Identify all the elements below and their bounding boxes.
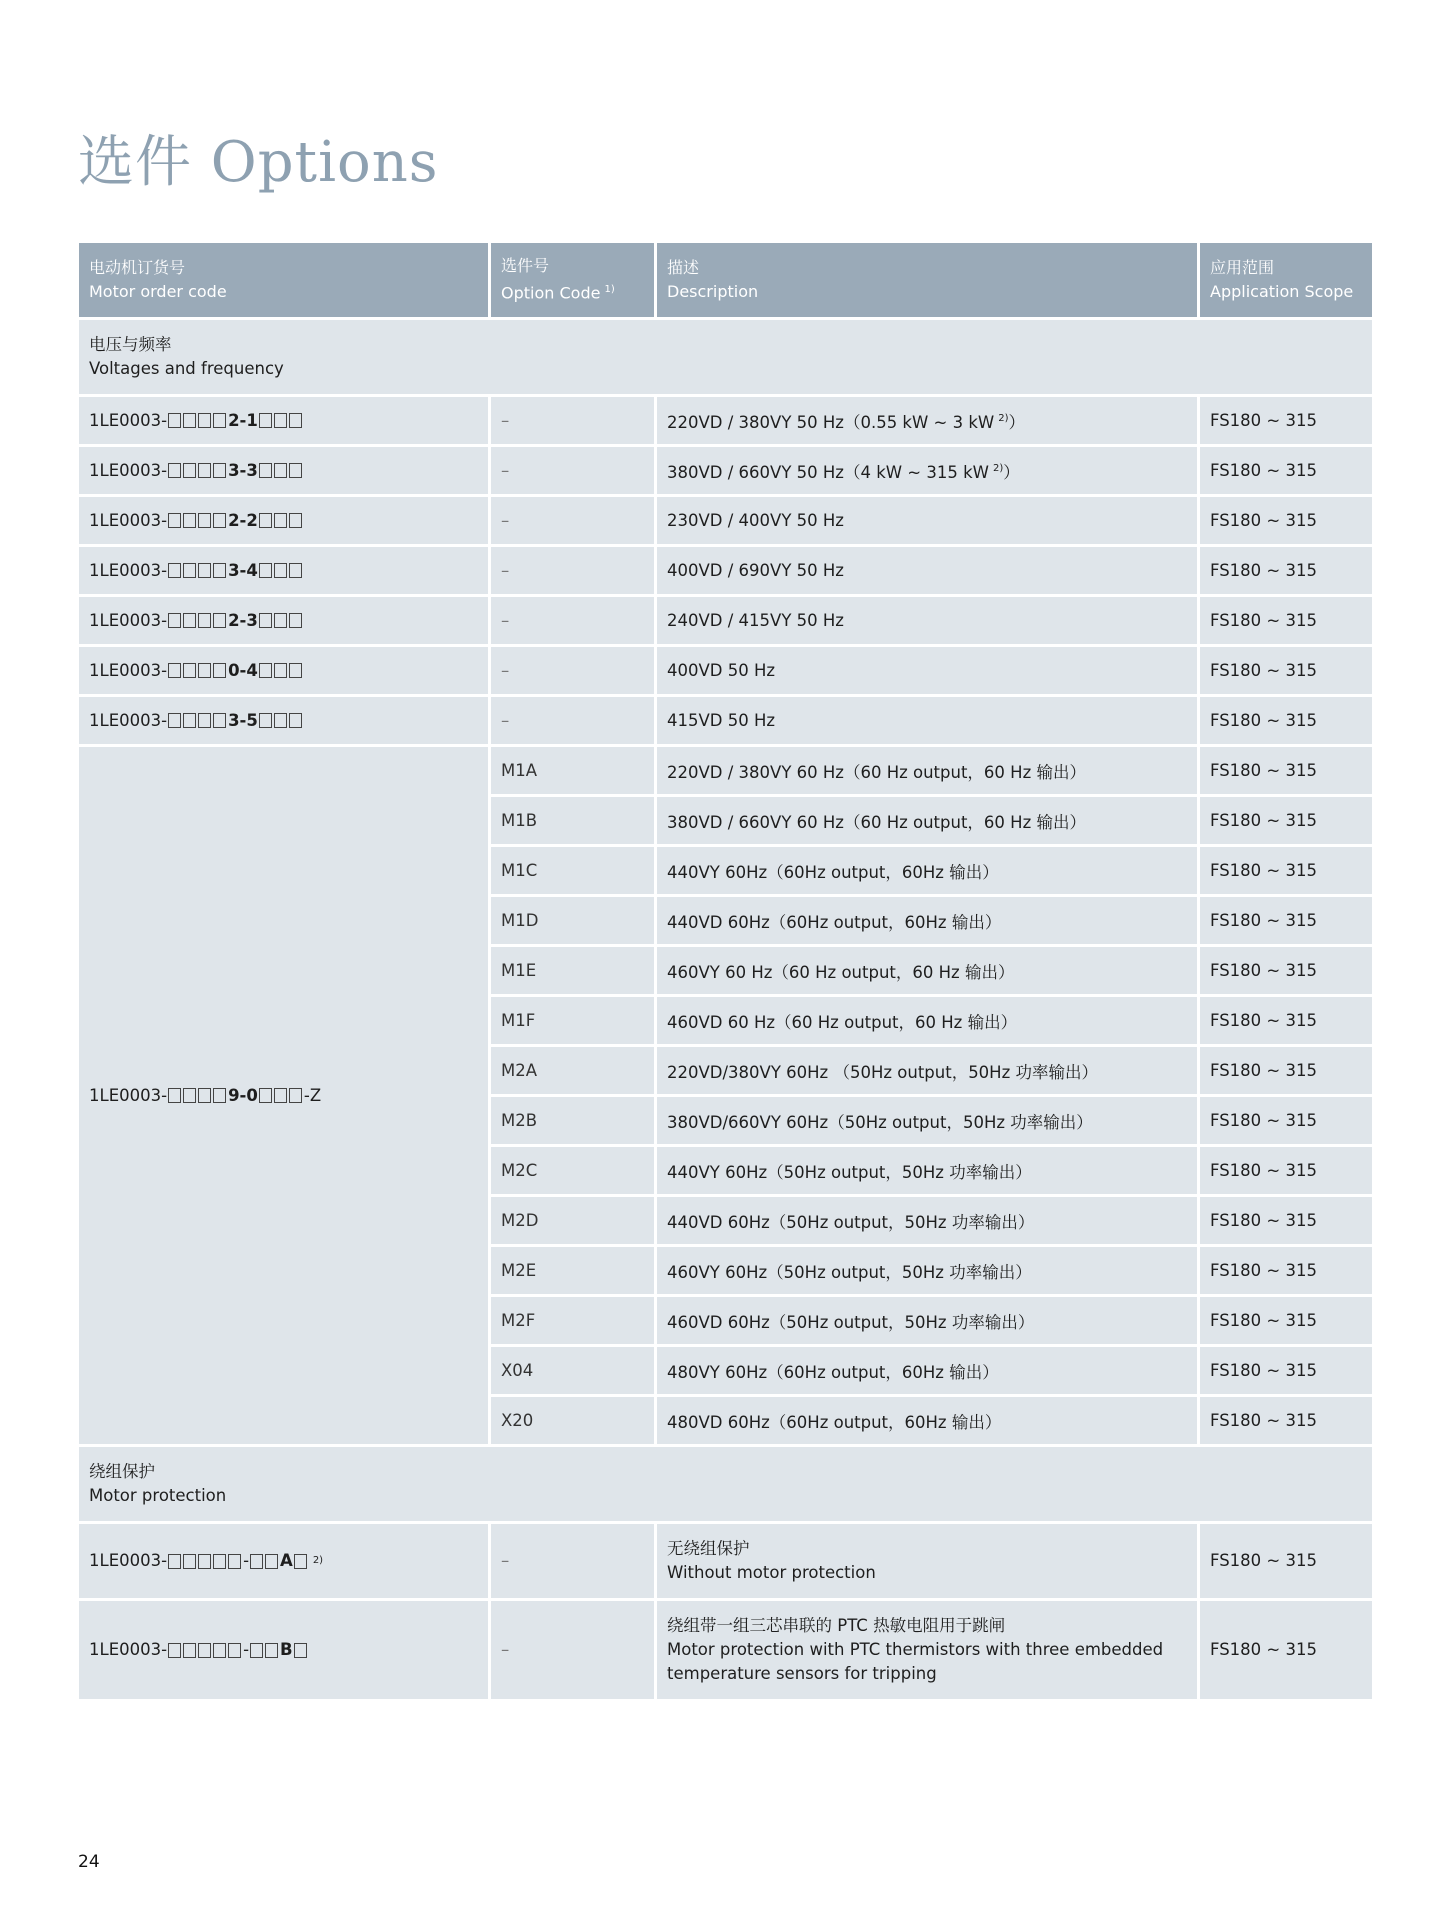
placeholder-box [213, 413, 226, 428]
placeholder-box [168, 513, 181, 528]
application-scope: FS180 ~ 315 [1199, 1346, 1374, 1396]
application-scope: FS180 ~ 315 [1199, 846, 1374, 896]
description-cell: 380VD / 660VY 50 Hz（4 kW ~ 315 kW $^{2)}$） [656, 446, 1199, 496]
order-code: 1LE0003- 3-3 [89, 461, 304, 480]
section-motor-protection [78, 1446, 1374, 1523]
placeholder-box [289, 613, 302, 628]
motor-order-code-cell [78, 1600, 490, 1701]
placeholder-box [183, 1554, 196, 1569]
code-key: 3-3 [228, 461, 258, 480]
order-code: 1LE0003- - B [89, 1638, 309, 1662]
option-code-cell: M2D [490, 1196, 656, 1246]
order-code: 1LE0003- 2-2 [89, 511, 304, 530]
option-code-cell: M1E [490, 946, 656, 996]
placeholder-box [274, 613, 287, 628]
placeholder-box [198, 713, 211, 728]
application-scope: FS180 ~ 315 [1199, 1096, 1374, 1146]
placeholder-box [198, 1554, 211, 1569]
description-cell: 480VD 60Hz（60Hz output，60Hz 输出） [656, 1396, 1199, 1446]
application-scope: FS180 ~ 315 [1199, 1396, 1374, 1446]
application-scope: FS180 ~ 315 [1199, 1146, 1374, 1196]
placeholder-box [250, 1554, 263, 1569]
application-scope: FS180 ~ 315 [1199, 646, 1374, 696]
table-row [78, 746, 1374, 796]
placeholder-box [168, 1088, 181, 1103]
placeholder-box [183, 613, 196, 628]
option-code-cell: X20 [490, 1396, 656, 1446]
application-scope: FS180 ~ 315 [1199, 1600, 1374, 1701]
option-code-cell: – [490, 546, 656, 596]
placeholder-box [265, 1554, 278, 1569]
table-row [78, 446, 1374, 496]
placeholder-box [168, 613, 181, 628]
placeholder-box [198, 413, 211, 428]
placeholder-box [294, 1643, 307, 1658]
table-row [78, 546, 1374, 596]
placeholder-box [274, 413, 287, 428]
application-scope: FS180 ~ 315 [1199, 946, 1374, 996]
motor-order-code-cell [78, 646, 490, 696]
option-code-cell: M2B [490, 1096, 656, 1146]
placeholder-box [183, 463, 196, 478]
option-code-cell: – [490, 496, 656, 546]
description-cell: 230VD / 400VY 50 Hz [656, 496, 1199, 546]
description-cell: 380VD/660VY 60Hz（50Hz output，50Hz 功率输出） [656, 1096, 1199, 1146]
page-number: 24 [78, 1852, 100, 1872]
description-cell: 220VD / 380VY 50 Hz（0.55 kW ~ 3 kW $^{2)}$） [656, 396, 1199, 446]
code-key: 3-5 [228, 711, 258, 730]
section-title: 绕组保护 Motor protection [78, 1446, 1374, 1523]
placeholder-box [198, 1643, 211, 1658]
placeholder-box [274, 1088, 287, 1103]
page-title: 选件 Options [78, 130, 439, 195]
motor-order-code-cell [78, 496, 490, 546]
placeholder-box [183, 1088, 196, 1103]
placeholder-box [168, 563, 181, 578]
description-cell: 240VD / 415VY 50 Hz [656, 596, 1199, 646]
motor-order-code-cell [78, 396, 490, 446]
placeholder-box [198, 663, 211, 678]
option-code-cell: M1C [490, 846, 656, 896]
description-cell: 220VD / 380VY 60 Hz（60 Hz output，60 Hz 输出） [656, 746, 1199, 796]
option-code-cell: X04 [490, 1346, 656, 1396]
placeholder-box [183, 713, 196, 728]
description-cell: 400VD / 690VY 50 Hz [656, 546, 1199, 596]
description-cell: 400VD 50 Hz [656, 646, 1199, 696]
placeholder-box [183, 413, 196, 428]
motor-order-code-cell [78, 746, 490, 1446]
placeholder-box [168, 413, 181, 428]
description-cell: 440VD 60Hz（50Hz output，50Hz 功率输出） [656, 1196, 1199, 1246]
table-header [78, 242, 1374, 319]
table-row [78, 496, 1374, 546]
placeholder-box [183, 1643, 196, 1658]
placeholder-box [198, 563, 211, 578]
placeholder-box [294, 1554, 307, 1569]
option-code-cell: – [490, 396, 656, 446]
description-cell: 无绕组保护 Without motor protection [656, 1523, 1199, 1600]
option-code-cell: – [490, 446, 656, 496]
placeholder-box [228, 1554, 241, 1569]
description-cell: 440VD 60Hz（60Hz output，60Hz 输出） [656, 896, 1199, 946]
application-scope: FS180 ~ 315 [1199, 696, 1374, 746]
application-scope: FS180 ~ 315 [1199, 1523, 1374, 1600]
placeholder-box [274, 463, 287, 478]
code-key: 2-1 [228, 411, 258, 430]
motor-order-code-cell [78, 596, 490, 646]
description-cell: 220VD/380VY 60Hz （50Hz output，50Hz 功率输出） [656, 1046, 1199, 1096]
placeholder-box [274, 713, 287, 728]
option-code-cell: – [490, 596, 656, 646]
placeholder-box [265, 1643, 278, 1658]
placeholder-box [289, 463, 302, 478]
option-code-cell: M2A [490, 1046, 656, 1096]
placeholder-box [259, 513, 272, 528]
placeholder-box [259, 613, 272, 628]
description-cell: 480VY 60Hz（60Hz output，60Hz 输出） [656, 1346, 1199, 1396]
option-code-cell: – [490, 646, 656, 696]
placeholder-box [198, 613, 211, 628]
footnote-ref: 2) [312, 1555, 324, 1566]
option-code-cell: M2C [490, 1146, 656, 1196]
description-cell: 460VD 60 Hz（60 Hz output，60 Hz 输出） [656, 996, 1199, 1046]
placeholder-box [259, 663, 272, 678]
placeholder-box [228, 1643, 241, 1658]
table-row [78, 396, 1374, 446]
table-row [78, 1600, 1374, 1701]
placeholder-box [213, 1554, 226, 1569]
application-scope: FS180 ~ 315 [1199, 396, 1374, 446]
placeholder-box [213, 1088, 226, 1103]
code-key: 3-4 [228, 561, 258, 580]
option-code-cell: M1D [490, 896, 656, 946]
description-cell: 460VY 60Hz（50Hz output，50Hz 功率输出） [656, 1246, 1199, 1296]
application-scope: FS180 ~ 315 [1199, 496, 1374, 546]
table-row [78, 696, 1374, 746]
description-cell: 380VD / 660VY 60 Hz（60 Hz output，60 Hz 输出） [656, 796, 1199, 846]
option-code-cell: – [490, 1523, 656, 1600]
description-cell: 440VY 60Hz（50Hz output，50Hz 功率输出） [656, 1146, 1199, 1196]
placeholder-box [289, 663, 302, 678]
motor-order-code-cell [78, 446, 490, 496]
placeholder-box [213, 713, 226, 728]
code-key: 9-0 [228, 1086, 258, 1105]
option-code-cell: – [490, 1600, 656, 1701]
option-code-cell: M1B [490, 796, 656, 846]
placeholder-box [274, 663, 287, 678]
application-scope: FS180 ~ 315 [1199, 796, 1374, 846]
placeholder-box [213, 1643, 226, 1658]
placeholder-box [183, 663, 196, 678]
application-scope: FS180 ~ 315 [1199, 446, 1374, 496]
footnote-ref: 2) [992, 463, 1004, 474]
table-row [78, 646, 1374, 696]
placeholder-box [213, 513, 226, 528]
placeholder-box [289, 713, 302, 728]
order-code: 1LE0003- 2-3 [89, 611, 304, 630]
placeholder-box [213, 463, 226, 478]
placeholder-box [198, 1088, 211, 1103]
placeholder-box [289, 413, 302, 428]
order-code: 1LE0003- 9-0 -Z [89, 1086, 322, 1105]
placeholder-box [250, 1643, 263, 1658]
application-scope: FS180 ~ 315 [1199, 896, 1374, 946]
order-code: 1LE0003- 0-4 [89, 661, 304, 680]
motor-order-code-cell [78, 546, 490, 596]
application-scope: FS180 ~ 315 [1199, 546, 1374, 596]
placeholder-box [259, 463, 272, 478]
placeholder-box [183, 563, 196, 578]
description-cell: 绕组带一组三芯串联的 PTC 热敏电阻用于跳闸 Motor protection with PTC thermistors with three embedded temperature sensors for tripping [656, 1600, 1199, 1701]
table-row [78, 596, 1374, 646]
placeholder-box [289, 1088, 302, 1103]
placeholder-box [213, 613, 226, 628]
placeholder-box [289, 513, 302, 528]
section-title: 电压与频率 Voltages and frequency [78, 319, 1374, 396]
placeholder-box [213, 563, 226, 578]
placeholder-box [198, 463, 211, 478]
order-code: 1LE0003- - A 2) [89, 1549, 323, 1573]
code-key: 2-3 [228, 611, 258, 630]
code-key: 0-4 [228, 661, 258, 680]
table-row [78, 1523, 1374, 1600]
option-code-cell: – [490, 696, 656, 746]
order-code: 1LE0003- 3-4 [89, 561, 304, 580]
application-scope: FS180 ~ 315 [1199, 746, 1374, 796]
placeholder-box [168, 713, 181, 728]
placeholder-box [168, 463, 181, 478]
order-code: 1LE0003- 2-1 [89, 411, 304, 430]
application-scope: FS180 ~ 315 [1199, 1046, 1374, 1096]
motor-order-code-cell [78, 696, 490, 746]
description-cell: 460VD 60Hz（50Hz output，50Hz 功率输出） [656, 1296, 1199, 1346]
placeholder-box [274, 563, 287, 578]
placeholder-box [198, 513, 211, 528]
section-voltages-frequency [78, 319, 1374, 396]
placeholder-box [259, 413, 272, 428]
description-cell: 460VY 60 Hz（60 Hz output，60 Hz 输出） [656, 946, 1199, 996]
code-key: B [280, 1640, 293, 1659]
header-option-code: 选件号 Option Code $^{1)}$ [490, 242, 656, 319]
application-scope: FS180 ~ 315 [1199, 996, 1374, 1046]
description-cell: 440VY 60Hz（60Hz output，60Hz 输出） [656, 846, 1199, 896]
code-key: 2-2 [228, 511, 258, 530]
header-description: 描述 Description [656, 242, 1199, 319]
placeholder-box [259, 1088, 272, 1103]
placeholder-box [213, 663, 226, 678]
option-code-cell: M2E [490, 1246, 656, 1296]
header-motor-order-code: 电动机订货号 Motor order code [78, 242, 490, 319]
placeholder-box [259, 563, 272, 578]
option-code-cell: M1F [490, 996, 656, 1046]
application-scope: FS180 ~ 315 [1199, 1246, 1374, 1296]
application-scope: FS180 ~ 315 [1199, 596, 1374, 646]
footnote-ref: 2) [998, 413, 1009, 424]
placeholder-box [168, 1643, 181, 1658]
placeholder-box [274, 513, 287, 528]
order-code: 1LE0003- 3-5 [89, 711, 304, 730]
options-table [76, 240, 1375, 1702]
placeholder-box [168, 663, 181, 678]
header-application-scope: 应用范围 Application Scope [1199, 242, 1374, 319]
option-code-cell: M1A [490, 746, 656, 796]
placeholder-box [183, 513, 196, 528]
option-code-cell: M2F [490, 1296, 656, 1346]
placeholder-box [259, 713, 272, 728]
description-cell: 415VD 50 Hz [656, 696, 1199, 746]
code-key: A [280, 1551, 293, 1570]
application-scope: FS180 ~ 315 [1199, 1196, 1374, 1246]
motor-order-code-cell [78, 1523, 490, 1600]
placeholder-box [289, 563, 302, 578]
placeholder-box [168, 1554, 181, 1569]
application-scope: FS180 ~ 315 [1199, 1296, 1374, 1346]
code-suffix: -Z [303, 1086, 322, 1105]
